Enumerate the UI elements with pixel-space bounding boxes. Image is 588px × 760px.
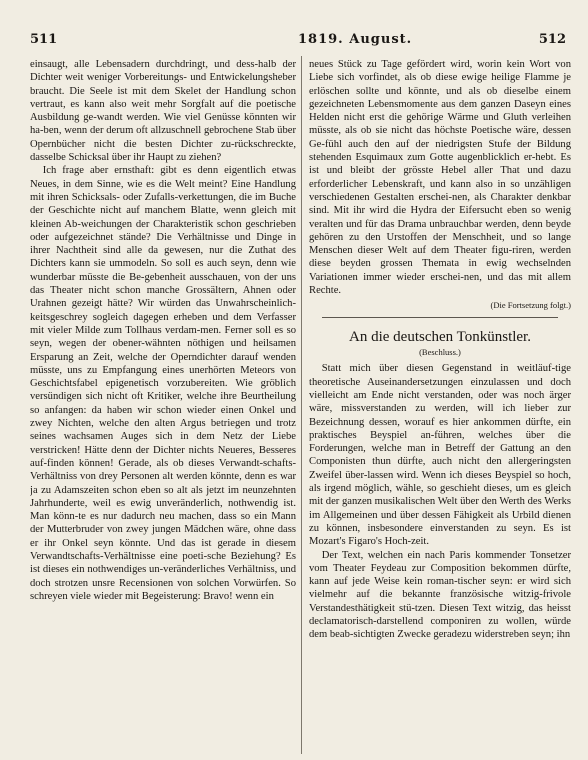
- column-divider: [301, 56, 302, 754]
- left-column: [30, 58, 296, 756]
- section-separator: [322, 317, 558, 318]
- paragraph: Ich frage aber ernsthaft: gibt es denn eigentlich etwas Neues, in dem Sinne, wie es die Welt meint? Eine Handlung mit ihren Schicksals- oder Zufalls-verkettungen, die im Buche der Geschichte nicht auf manchem Blatte, wenn gleich mit kleinen Ab-weichungen der Charakteristik schon geschrieben oder aufgezeichnet stände? Die Verhältnisse und Dinge in ihrer Nachtheit sind alle da gewesen, nur die Zuthat des Dichters kann sie ummodeln. So soll es auch seyn, denn wie wunderbar müsste die Be-gebenheit ausschauen, von der uns das Theater nicht schon manche Grossältern, Ahnen oder Urahnen gezeigt hätte? Wir würden das Unwahrscheinlich-keitsgeschrey sogleich dagegen erheben und dem Verfasser mit vieler Milde zum Tollhaus verdam-men. Ferner soll es so seyn, wegen der obener-wähnten nöthigen und heilsamen Ersparung an Zeit, welche der Operndichter darauf wenden müsste, uns zu Empfangung eines unerhörten Meteors von Geschichtsfabel epigenetisch vorzubereiten. Wie gröblich versündigen sich nicht oft Kritiker, welche ihre Beurtheilung so anfangen: da haben wir schon wieder einen Onkel und zwey Nichten, welche den alten Argus betriegen und trotz seines wachsamen Auges sich in dem Netz der Liebe verstricken! Hätte denn der Dichter nichts Neueres, Besseres auf-finden können! Gerade, als ob dieses Verwandt-schafts-Verhältniss von drey Personen alt werden könnte, denn es war ja zu Adamszeiten schon eben so alt als jetzt im neunzehnten Jahrhunderte, weil es ewig unveränderlich, nothwendig ist. Man könn-te es nur dadurch neu machen, dass so ein Mann der Mutterbruder von zwey jungen Mädchen wäre, ohne dass er ihr Onkel seyn könnte. Und das ist gerade in diesem Verwandtschafts-Verhältnisse eine poeti-sche Beziehung? Es ist dieses ein nothwendiges un-veränderliches Verhältniss, und doch strotzen unsre Recensionen von solchen Vorwürfen. So schreyen viele wieder mit Begeisterung: Bravo! wenn ein: [30, 165, 296, 602]
- page-header: [30, 32, 566, 52]
- continuation-note: (Die Fortsetzung folgt.): [490, 300, 571, 311]
- article-subtitle: (Beschluss.): [419, 347, 461, 358]
- paragraph: Statt mich über diesen Gegenstand in weitläuf-tige theoretische Auseinandersetzungen einzulassen und doch vielleicht am Ende nicht verstanden, oder was noch ärger wäre, missverstanden zu werden, will ich lieber zur Bezeichnung dessen, worauf es hier ankommen dürfte, ein praktisches Beyspiel an-führen, welches über die Forderungen, welche man in Betreff der Gattung an den Componisten thun dürfte, auch nicht den allergeringsten Zweifel über-lassen wird. Wenn ich dieses Beyspiel so hoch, als irgend möglich, wähle, so geschieht dieses, um es gleich mit der ganzen musikalischen Welt über den Werth des Werks im Allgemeinen und über dessen Fähigkeit als Urbild dienen zu können, insbesondere einverstanden zu seyn. Es ist Mozart's Figaro's Hoch-zeit.: [309, 363, 571, 548]
- article-title: An die deutschen Tonkünstler.: [349, 329, 531, 346]
- paragraph: Der Text, welchen ein nach Paris kommender Tonsetzer vom Theater Feydeau zur Composition bekommen dürfte, kann auf jede Weise kein roman-tischer seyn: er wird sich vielmehr auf die bekannte französische witzig-frivole Verstandesthätigkeit stü-tzen. Diesen Text witzig, das heisst declamatorisch-darstellend componiren zu wollen, würde dem beab-sichtigten Zwecke geradezu widerstreben seyn; ihn: [309, 549, 571, 641]
- page-number-right: 512: [538, 32, 566, 47]
- issue-date: 1819. August.: [298, 32, 413, 47]
- page-number-left: 511: [30, 32, 58, 47]
- right-column: [309, 58, 571, 756]
- paragraph: einsaugt, alle Lebensadern durchdringt, und dess-halb der Dichter weit weniger Vorbereitungs- und Entwickelungsheber braucht. Die Seele ist mit dem Skelet der Handlung schon vertraut, es kann also weit mehr Sorgfalt auf die poetische Ausbildung ge-wandt werden. Wie viel Genüsse könnten wir ha-ben, wenn der derum oft allzuschnell gebrochene Stab über Opernbücher nicht die besten Dichter zu-rückschreckte, dasselbe Schicksal über ihr Haupt zu ziehen?: [30, 59, 296, 164]
- paragraph: neues Stück zu Tage gefördert wird, worin kein Wort von Liebe sich vorfindet, als ob diese ewige heilige Flamme je erlöschen sollte und könnte, und als ob dieselbe einem gezeichneten Lebensmomente aus dem ganzen Daseyn eines Helden nicht erst die gehörige Wärme und Gluth verleihen müsste, als ob sie nicht das höchste Poetische wäre, dessen Ge-fühl auch den auf der niedrigsten Stufe der Bildung stehenden Esquimaux zum Gotte augenblicklich er-hebt. Es ist und bleibt der grösste Hebel aller That und dazu erforderlicher Lebenskraft, und kann also in so unzähligen verschiedenen Gestalten erschei-nen, als Charakter denkbar sind. Mit ihr wird die Hydra der Eifersucht eben so wenig veralten und für das Drama unbrauchbar werden, denn beyde gehören zu den Urstoffen der Menschheit, und so lange Menschen dieser Welt auf dem Theater figu-riren, werden diese beyden grossen Themata in ewig wechselnden Variationen immer wieder erschei-nen, und das mit allem Rechte.: [309, 59, 571, 297]
